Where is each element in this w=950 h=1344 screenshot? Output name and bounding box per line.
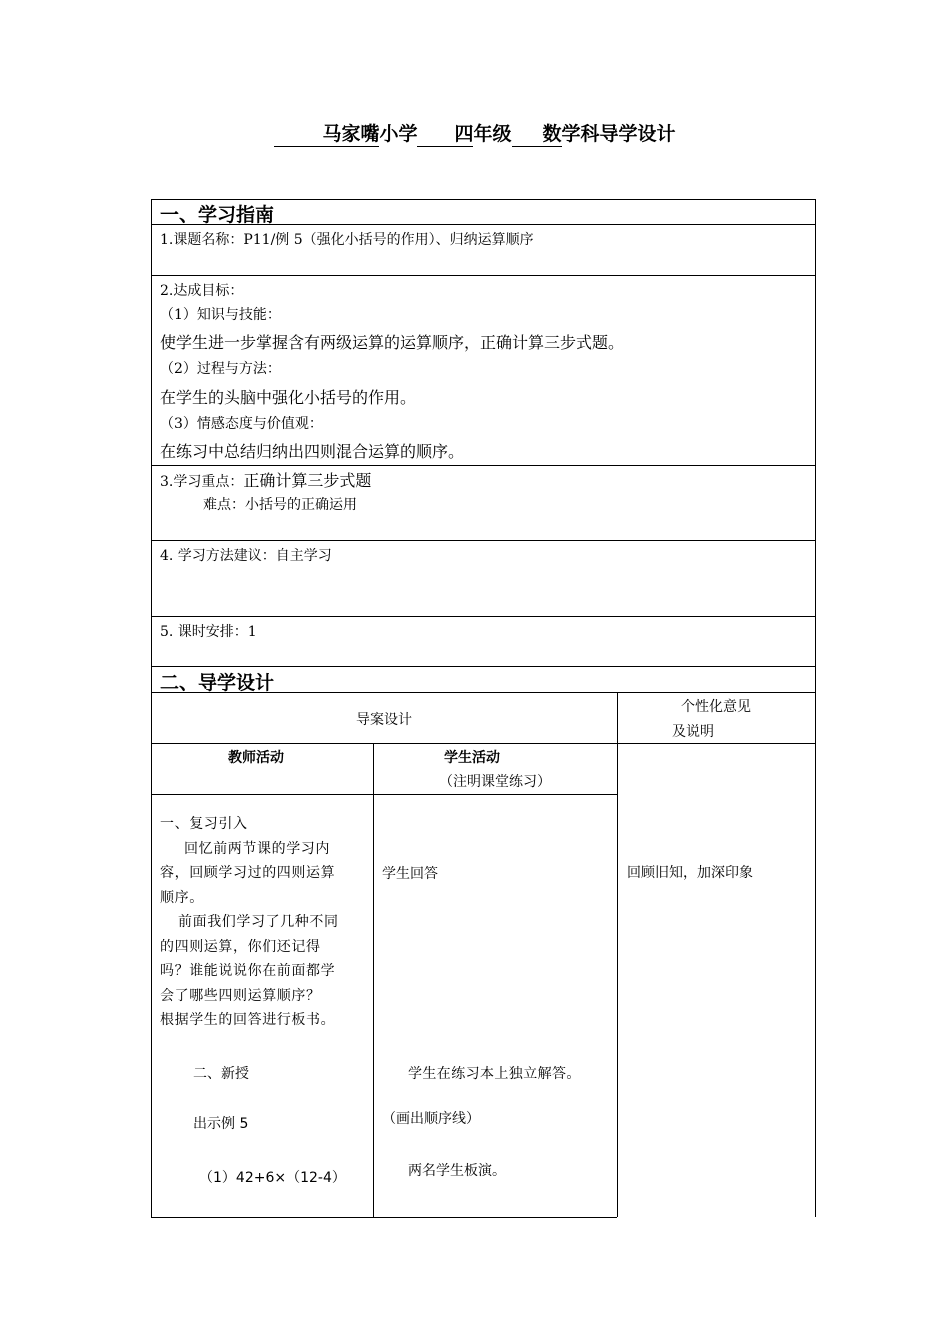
teacher-line: 顺序。 [160,889,204,906]
title-subject: 数 [512,122,562,147]
expression-text: （1）42+6×（12-4） [199,1170,346,1186]
teacher-line: 吗？谁能说说你在前面都学 [160,963,336,979]
teacher-line: 一、复习引入 [160,816,248,832]
student-subheader: （注明课堂练习） [439,774,551,790]
teacher-activity [160,812,368,1033]
difficulty-text: 难点：小括号的正确运用 [203,497,357,513]
design-header: 导案设计 [356,712,412,728]
schedule-text: 5. 课时安排：1 [160,624,257,640]
student-header: 学生活动 [444,750,500,766]
example-text: 出示例 5 [193,1116,249,1132]
new-lesson-text: 二、新授 [193,1066,249,1082]
personal-header-line2: 及说明 [672,724,714,740]
goal2-text: 在学生的头脑中强化小括号的作用。 [160,388,417,407]
student-draw: （画出顺序线） [382,1111,480,1127]
student-solve: 学生在练习本上独立解答。 [408,1066,581,1082]
teacher-line: 根据学生的回答进行板书。 [160,1012,336,1028]
personal-header-line1: 个性化意见 [681,699,751,715]
title-subject-suffix: 学科导学设计 [561,123,676,145]
student-answer: 学生回答 [382,866,438,882]
goal1-label: （1）知识与技能： [160,307,281,323]
title-school-suffix: 小学 [379,123,418,145]
topic-text: 1.课题名称：P11/例 5（强化小括号的作用）、归纳运算顺序 [160,232,534,248]
teacher-line: 会了哪些四则运算顺序？ [160,987,321,1004]
personal-note: 回顾旧知，加深印象 [627,865,753,881]
goal3-text: 在练习中总结归纳出四则混合运算的顺序。 [160,442,465,461]
title-grade: 四 [417,122,473,147]
section1-heading: 一、学习指南 [160,204,275,226]
teacher-line: 容，回顾学习过的四则运算 [160,865,336,881]
goal2-label: （2）过程与方法： [160,361,281,377]
page-title [0,122,950,147]
title-school: 马家嘴 [274,122,379,147]
teacher-line: 前面我们学习了几种不同 [178,914,339,930]
teacher-header: 教师活动 [228,750,284,766]
teacher-line: 的四则运算，你们还记得 [160,938,321,955]
student-board: 两名学生板演。 [408,1163,506,1179]
focus-label: 3.学习重点： [160,474,244,490]
teacher-line: 回忆前两节课的学习内 [184,840,330,857]
method-text: 4. 学习方法建议：自主学习 [160,548,332,564]
focus-text: 正确计算三步式题 [243,471,372,490]
goal3-label: （3）情感态度与价值观： [160,416,323,432]
goal1-text: 使学生进一步掌握含有两级运算的运算顺序，正确计算三步式题。 [160,333,625,352]
title-grade-suffix: 年级 [473,123,512,145]
section2-heading: 二、导学设计 [160,672,275,694]
focus-row [160,468,371,491]
goals-label: 2.达成目标： [160,283,244,299]
